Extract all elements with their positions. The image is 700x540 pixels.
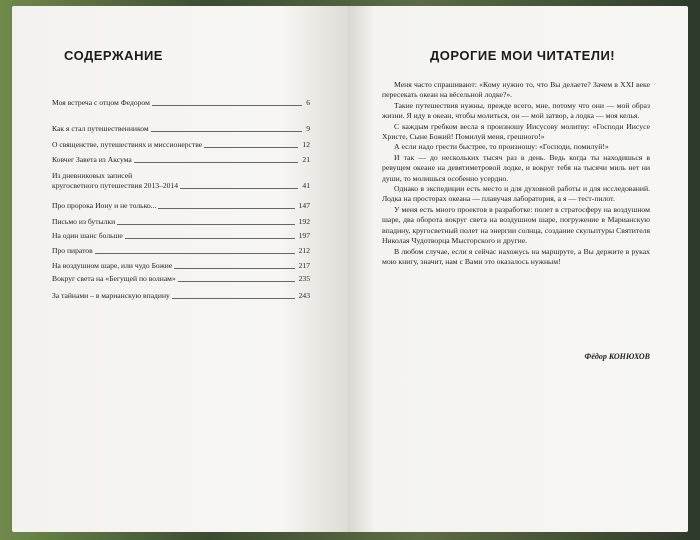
toc-entry [52, 171, 310, 191]
toc-entry-page: 197 [298, 231, 310, 240]
toc-entry-title: О священстве, путешествиях и миссионерстве [52, 140, 203, 149]
letter-paragraph: И так — до нескольких тысяч раз в день. Ведь когда ты находишься в ревущем океане на девятиметровой лодке, и вокруг тебя на тысячи миль нет ни души, то молишься особенно усердно. [382, 152, 650, 183]
toc-leader-line [178, 280, 295, 282]
toc-entry-page: 9 [306, 124, 310, 133]
toc-entry [52, 231, 310, 241]
toc-entry-page: 192 [298, 217, 310, 226]
toc-entry [52, 201, 310, 211]
letter-body [382, 80, 650, 267]
toc-entry-page: 6 [306, 98, 310, 107]
toc-entry-page: 217 [298, 261, 310, 270]
letter-heading: ДОРОГИЕ МОИ ЧИТАТЕЛИ! [430, 48, 616, 63]
toc-entry-title: Про пиратов [52, 246, 93, 255]
toc-entry-title: Как я стал путешественником [52, 124, 149, 133]
letter-paragraph: Меня часто спрашивают: «Кому нужно то, что Вы делаете? Зачем в XXI веке пересекать океан на вёсельной лодке?». [382, 80, 650, 100]
toc-entry-page: 41 [302, 181, 310, 190]
toc-entry-title: Про пророка Иону и не только... [52, 201, 157, 210]
toc-entry-page: 21 [302, 155, 310, 164]
toc-leader-line [125, 237, 295, 239]
toc-entry-page: 147 [298, 201, 310, 210]
toc-entry [52, 291, 310, 301]
letter-paragraph: В любом случае, если я сейчас нахожусь на маршруте, а Вы держите в руках мою книгу, значит, нам с Вами это оказалось нужным! [382, 246, 650, 266]
toc-leader-line [134, 161, 299, 163]
toc-leader-line [172, 297, 295, 299]
toc-leader-line [158, 207, 294, 209]
toc-entry-page: 235 [298, 274, 310, 283]
toc-leader-line [117, 223, 294, 225]
letter-paragraph: У меня есть много проектов в разработке: полет в стратосферу на воздушном шаре, два оборота вокруг света на воздушном шаре, погружение в Марианскую впадину, кругосветный полет на энергии солнца, создание скульптуры Святителя Николая Чудотворца Мысгорского и другие. [382, 204, 650, 246]
toc-heading: СОДЕРЖАНИЕ [64, 48, 163, 63]
letter-paragraph: Такие путешествия нужны, прежде всего, мне, потому что они — мой образ жизни. Я иду в океан, чтобы молиться, он — мой затвор, а лодка — моя келья. [382, 100, 650, 121]
toc-entry-title: На один шанс больше [52, 231, 123, 240]
toc-leader-line [204, 146, 298, 148]
toc-entry-title: За тайнами – в марианскую впадину [52, 291, 170, 300]
toc-entry [52, 155, 310, 165]
toc-leader-line [151, 130, 302, 132]
letter-paragraph: А если надо грести быстрее, то произношу: «Господи, помилуй!» [394, 142, 609, 152]
toc-entry [52, 140, 310, 150]
toc-entry [52, 98, 310, 108]
toc-entry [52, 217, 310, 227]
toc-entry-title: На воздушном шаре, или чудо Божие [52, 261, 173, 270]
toc-leader-line [174, 267, 294, 269]
toc-entry-title: кругосветного путешествия 2013–2014 [52, 181, 179, 190]
toc-entry-title-line: Из дневниковых записей [52, 171, 133, 180]
toc-entry-title: Ковчег Завета из Аксума [52, 155, 132, 164]
toc-leader-line [152, 104, 302, 106]
toc-entry-title: Письмо из бутылки [52, 217, 116, 226]
toc-entry-page: 12 [302, 140, 310, 149]
toc-entry [52, 124, 310, 134]
author-signature: Фёдор КОНЮХОВ [584, 352, 650, 361]
toc-entry-page: 243 [298, 291, 310, 300]
letter-paragraph: Однако в экспедиции есть место и для духовной работы и для исследований. Лодка на просторах океана — плавучая лаборатория, а я — тест-пилот. [382, 184, 650, 204]
letter-paragraph: С каждым гребком весла я произношу Иисусову молитву: «Господи Иисусе Христе, Сыне Божий! Помилуй меня, грешного!» [382, 121, 650, 142]
toc-entry [52, 274, 310, 284]
toc-entry [52, 246, 310, 256]
toc-entry-title: Моя встреча с отцом Федором [52, 98, 150, 107]
toc-leader-line [180, 187, 298, 189]
toc-entry-page: 212 [298, 246, 310, 255]
toc-entry-title: Вокруг света на «Бегущей по волнам» [52, 274, 176, 283]
toc-entry [52, 261, 310, 271]
toc-leader-line [95, 252, 295, 254]
